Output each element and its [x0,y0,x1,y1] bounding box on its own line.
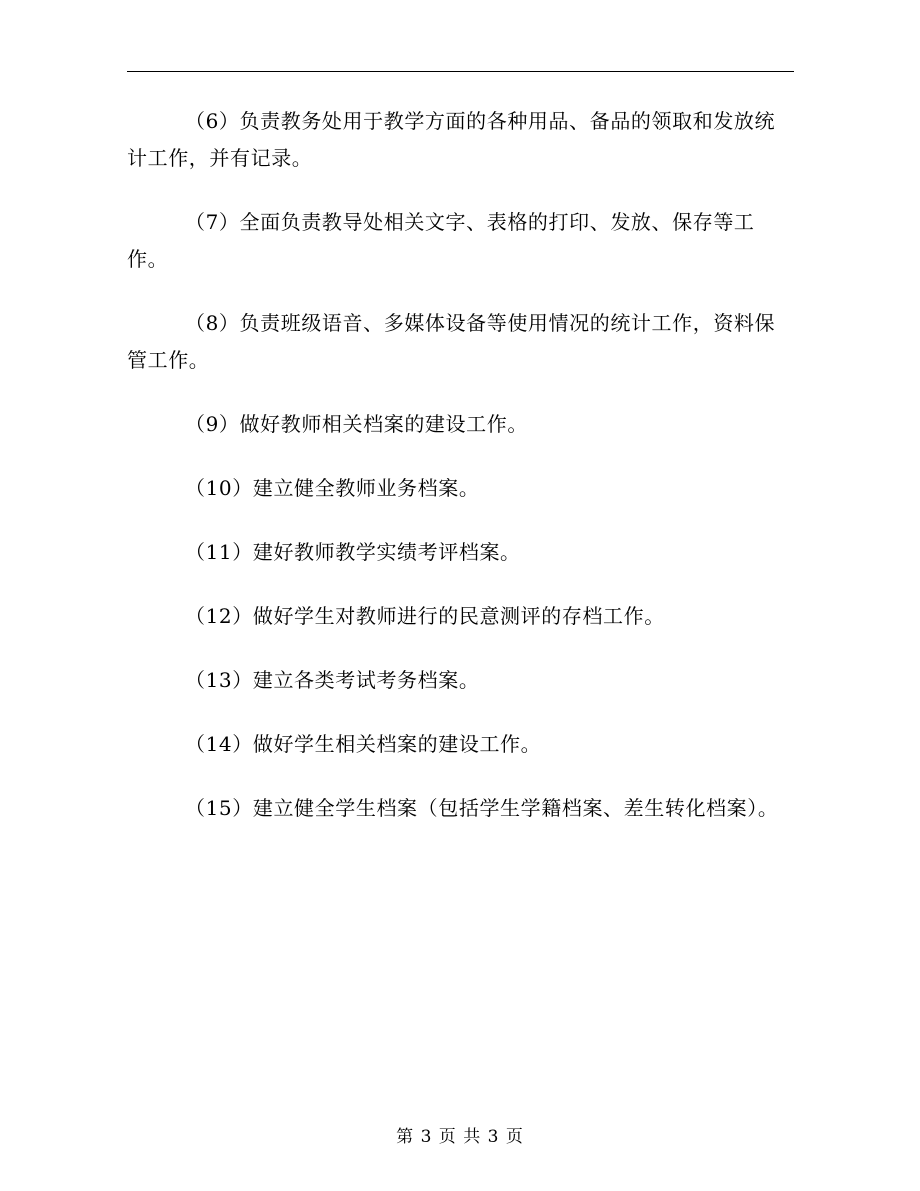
paragraph-item-12: （12）做好学生对教师进行的民意测评的存档工作。 [185,604,665,628]
paragraph-item-6: （6）负责教务处用于教学方面的各种用品、备品的领取和发放统计工作，并有记录。 [127,109,776,170]
paragraph-item-7: （7）全面负责教导处相关文字、表格的打印、发放、保存等工作。 [127,210,755,271]
header-rule [127,71,794,72]
page-number-footer: 第 3 页 共 3 页 [396,1127,524,1147]
paragraph-item-10: （10）建立健全教师业务档案。 [185,476,480,500]
paragraph-item-8: （8）负责班级语音、多媒体设备等使用情况的统计工作，资料保管工作。 [127,311,776,372]
paragraph-item-11: （11）建好教师教学实绩考评档案。 [185,540,521,564]
paragraph-item-15: （15）建立健全学生档案（包括学生学籍档案、差生转化档案）。 [185,796,779,820]
document-body [127,103,794,854]
paragraph-item-13: （13）建立各类考试考务档案。 [185,668,480,692]
paragraph-item-14: （14）做好学生相关档案的建设工作。 [185,732,542,756]
paragraph-item-9: （9）做好教师相关档案的建设工作。 [185,412,528,436]
